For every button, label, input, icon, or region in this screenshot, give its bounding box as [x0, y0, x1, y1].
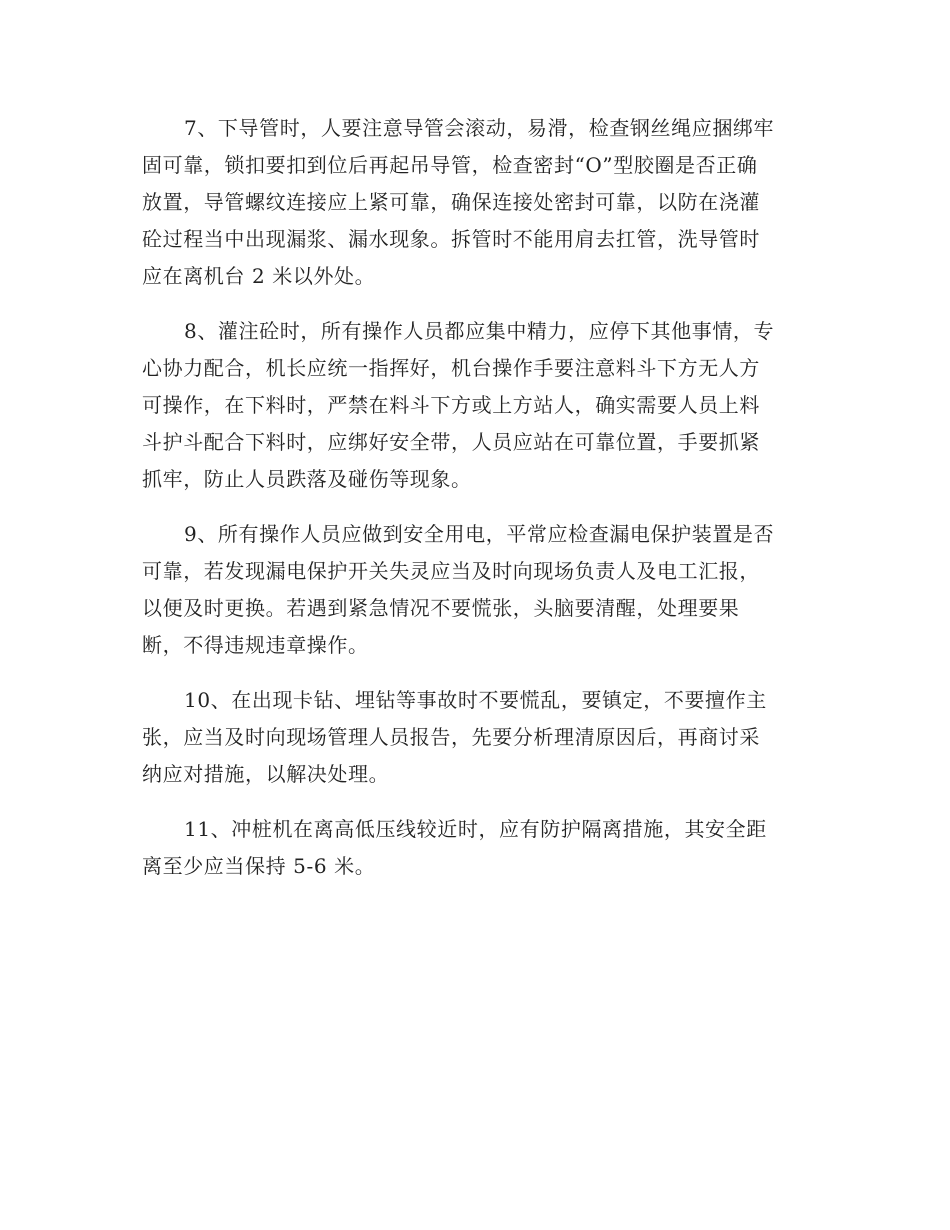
- paragraph-line: 放置，导管螺纹连接应上紧可靠，确保连接处密封可靠，以防在浇灌: [142, 190, 760, 214]
- paragraph-line: 10、在出现卡钻、埋钻等事故时不要慌乱，要镇定，不要擅作主: [184, 688, 767, 712]
- paragraph-line: 以便及时更换。若遇到紧急情况不要慌张，头脑要清醒，处理要果: [142, 596, 740, 620]
- paragraph-line: 8、灌注砼时，所有操作人员都应集中精力，应停下其他事情，专: [184, 319, 775, 343]
- paragraph-7: [142, 110, 812, 295]
- paragraph-11: [142, 811, 812, 885]
- paragraph-10: [142, 682, 812, 793]
- paragraph-line: 离至少应当保持 5-6 米。: [142, 854, 376, 878]
- paragraph-8: [142, 313, 812, 498]
- paragraph-line: 固可靠，锁扣要扣到位后再起吊导管，检查密封“O”型胶圈是否正确: [142, 153, 758, 177]
- paragraph-line: 9、所有操作人员应做到安全用电，平常应检查漏电保护装置是否: [184, 522, 775, 546]
- paragraph-line: 砼过程当中出现漏浆、漏水现象。拆管时不能用肩去扛管，洗导管时: [142, 227, 760, 251]
- paragraph-line: 7、下导管时，人要注意导管会滚动，易滑，检查钢丝绳应捆绑牢: [184, 116, 775, 140]
- paragraph-line: 断，不得违规违章操作。: [142, 633, 369, 657]
- paragraph-line: 应在离机台 2 米以外处。: [142, 264, 376, 288]
- paragraph-line: 抓牢，防止人员跌落及碰伤等现象。: [142, 467, 472, 491]
- paragraph-line: 11、冲桩机在离高低压线较近时，应有防护隔离措施，其安全距: [184, 817, 767, 841]
- paragraph-line: 心协力配合，机长应统一指挥好，机台操作手要注意料斗下方无人方: [142, 356, 760, 380]
- paragraph-line: 可靠，若发现漏电保护开关失灵应当及时向现场负责人及电工汇报，: [142, 559, 760, 583]
- paragraph-line: 可操作，在下料时，严禁在料斗下方或上方站人，确实需要人员上料: [142, 393, 760, 417]
- document-body: [142, 110, 812, 903]
- paragraph-line: 斗护斗配合下料时，应绑好安全带，人员应站在可靠位置，手要抓紧: [142, 430, 760, 454]
- paragraph-line: 纳应对措施，以解决处理。: [142, 762, 390, 786]
- paragraph-line: 张，应当及时向现场管理人员报告，先要分析理清原因后，再商讨采: [142, 725, 760, 749]
- paragraph-9: [142, 516, 812, 664]
